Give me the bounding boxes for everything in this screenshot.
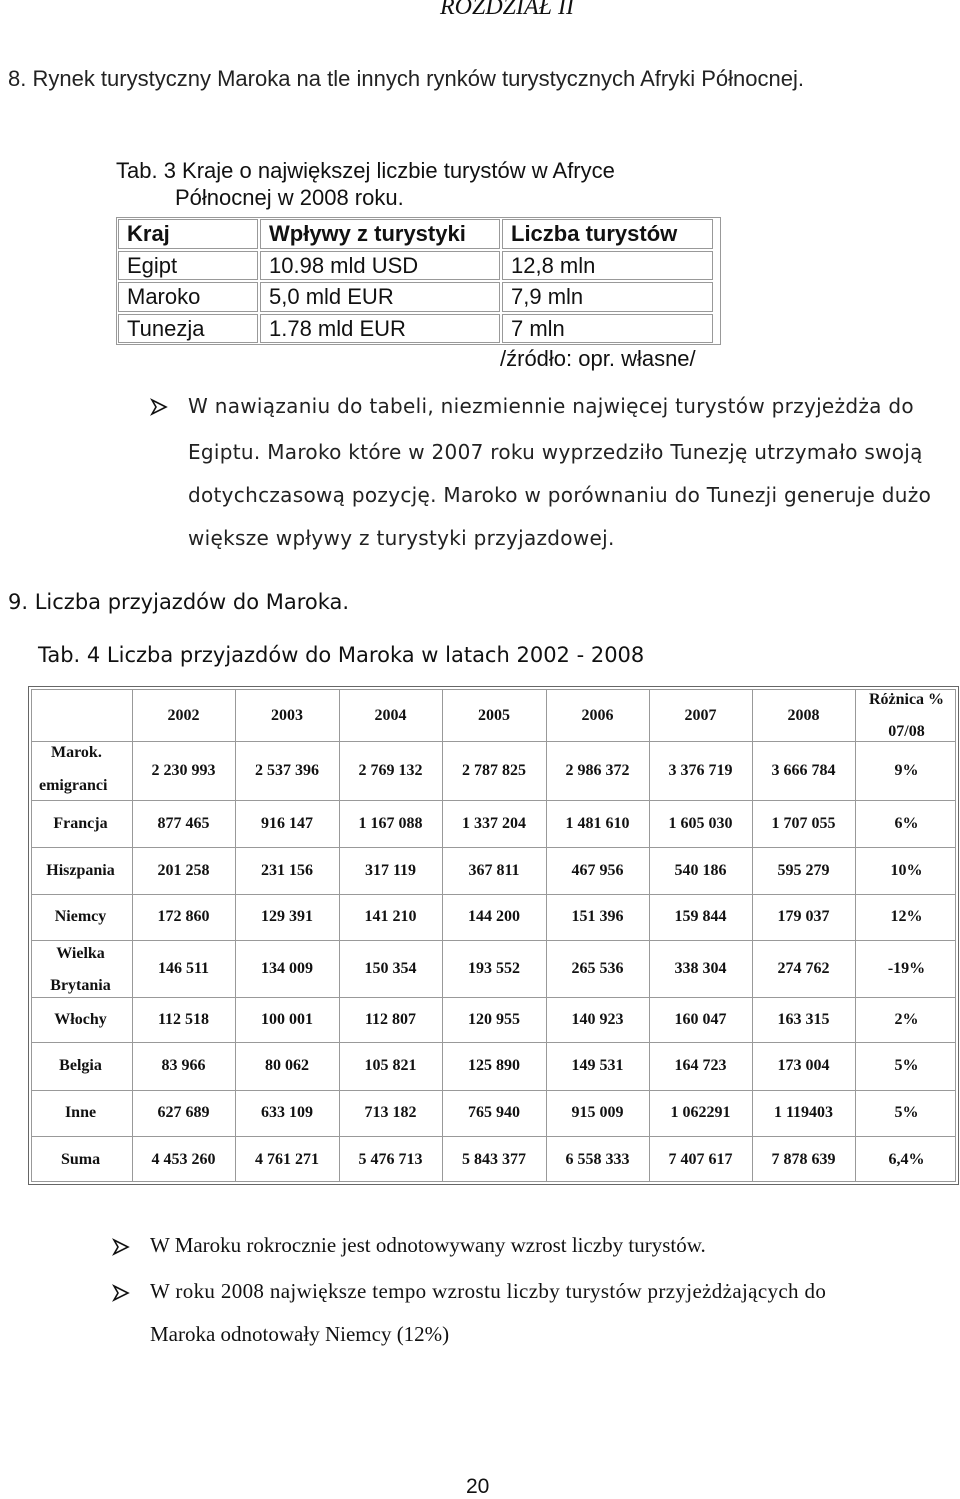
table3-header-cell: Kraj	[118, 219, 258, 249]
table4-cell: 160 047	[674, 1010, 727, 1028]
table4-row-rule	[31, 1090, 956, 1091]
table4-row-label: Hiszpania	[46, 861, 115, 879]
table4-cell: 134 009	[261, 959, 313, 977]
chapter-heading: ROZDZIAŁ II	[440, 0, 575, 20]
table4-row-label: Inne	[64, 1104, 97, 1121]
table4-cell: 193 552	[468, 959, 520, 977]
table4-cell: 595 279	[777, 861, 830, 879]
table4-cell: 2 230 993	[151, 761, 216, 779]
table4-year-header: 2004	[374, 707, 407, 724]
table4-cell: 164 723	[674, 1057, 727, 1074]
table3-header-row	[117, 218, 720, 250]
table4-cell: 5 843 377	[462, 1151, 526, 1168]
table4-cell: 201 258	[157, 861, 210, 879]
table4-cell: 172 860	[157, 908, 210, 925]
table4-cell: 1 119403	[773, 1104, 834, 1121]
table4-cell: 916 147	[261, 814, 313, 832]
table4-column-rule	[649, 689, 650, 1182]
table4-cell: 765 940	[468, 1104, 520, 1121]
paragraph-line: Egiptu. Maroko które w 2007 roku wyprzedziło Tunezję utrzymało swoją	[188, 440, 923, 464]
table4-year-header: 2005	[478, 707, 510, 724]
table4-cell: 80 062	[265, 1057, 309, 1074]
bullet-text: W roku 2008 największe tempo wzrostu liczby turystów przyjeżdżających do	[150, 1279, 827, 1303]
table4-cell: 4 453 260	[151, 1151, 216, 1168]
table4-cell: 467 956	[571, 861, 624, 879]
bullet-text-cont: Maroka odnotowały Niemcy (12%)	[150, 1322, 450, 1346]
table4-cell: 141 210	[364, 908, 417, 925]
table4-cell: 173 004	[777, 1057, 830, 1074]
table4-row-rule	[31, 940, 956, 941]
table4-cell: 3 376 719	[668, 761, 733, 779]
table4-cell: 112 518	[157, 1010, 210, 1028]
table4-cell: 129 391	[261, 908, 313, 925]
table4-year-header: 2007	[684, 707, 717, 724]
table4-cell: 2 537 396	[255, 761, 319, 779]
table4-cell: 265 536	[571, 959, 624, 977]
paragraph-line: większe wpływy z turystyki przyjazdowej.	[188, 526, 615, 550]
table4-row-label: emigranci	[39, 777, 108, 794]
table4-cell: 6 558 333	[565, 1151, 630, 1168]
table3-header-cell: Liczba turystów	[502, 219, 713, 249]
table4-cell: 1 167 088	[358, 814, 423, 832]
table4-cell: 159 844	[674, 908, 727, 925]
section-8-title: 8. Rynek turystyczny Maroka na tle innych rynków turystycznych Afryki Północnej.	[8, 66, 804, 91]
table4-row-rule	[31, 894, 956, 895]
table4-cell: 105 821	[364, 1057, 417, 1074]
table4-cell: 338 304	[674, 959, 727, 977]
table-row	[117, 281, 720, 313]
table3-cell: Maroko	[118, 282, 258, 312]
table4-cell: 1 605 030	[668, 814, 733, 832]
arrow-bullet-icon	[112, 1284, 130, 1302]
table4-cell: 274 762	[777, 959, 830, 977]
table4-row-label: Włochy	[54, 1010, 107, 1028]
table4-row-label: Suma	[60, 1151, 101, 1168]
table4-column-rule	[546, 689, 547, 1182]
table3-cell: Tunezja	[118, 314, 258, 344]
table4-cell: 3 666 784	[771, 761, 836, 779]
table3-caption: Tab. 3 Kraje o największej liczbie turystów w Afryce	[116, 158, 615, 183]
table-row	[117, 313, 720, 345]
table4-cell: 1 062291	[670, 1104, 731, 1121]
table3-source: /źródło: opr. własne/	[500, 346, 696, 371]
table4-row-rule	[31, 1136, 956, 1137]
arrow-bullet-icon	[150, 398, 168, 416]
table4-diff-cell: 9%	[894, 761, 919, 779]
table4-cell: 179 037	[777, 908, 830, 925]
table4-diff-header: 07/08	[888, 723, 925, 740]
page-number: 20	[466, 1475, 490, 1498]
table4-cell: 120 955	[468, 1010, 520, 1028]
table4-column-rule	[442, 689, 443, 1182]
table4-cell: 100 001	[261, 1010, 313, 1028]
table4-year-header: 2008	[787, 707, 820, 724]
table4-cell: 231 156	[261, 861, 313, 879]
table4-row-label: Niemcy	[54, 908, 107, 925]
table4-diff-cell: 2%	[894, 1010, 919, 1028]
table4-cell: 915 009	[571, 1104, 624, 1121]
table4-cell: 1 707 055	[771, 814, 836, 832]
section-9-title: 9. Liczba przyjazdów do Maroka.	[8, 590, 350, 614]
table4-cell: 125 890	[468, 1057, 520, 1074]
table4-cell: 367 811	[468, 861, 520, 879]
table4-cell: 2 986 372	[565, 761, 630, 779]
table4-column-rule	[339, 689, 340, 1182]
table4-cell: 4 761 271	[255, 1151, 319, 1168]
table3-cell: Egipt	[118, 251, 258, 281]
table4-cell: 83 966	[161, 1057, 206, 1074]
table4-cell: 1 337 204	[462, 814, 526, 832]
table4-cell: 163 315	[777, 1010, 830, 1028]
table4-column-rule	[132, 689, 133, 1182]
table4-row-label: Francja	[53, 814, 108, 832]
table4-cell: 7 878 639	[771, 1151, 836, 1168]
table4-year-header: 2003	[271, 707, 303, 724]
table4-row-label: Brytania	[50, 976, 111, 994]
table4-cell: 317 119	[364, 861, 417, 879]
paragraph-line: dotychczasową pozycję. Maroko w porównaniu do Tunezji generuje dużo	[188, 483, 932, 507]
table4-diff-cell: 12%	[890, 908, 923, 925]
table4-row-rule	[31, 741, 956, 742]
table4-column-rule	[752, 689, 753, 1182]
table4-diff-cell: 5%	[894, 1057, 919, 1074]
table4-row-rule	[31, 800, 956, 801]
table4-row-label: Marok.	[51, 744, 102, 761]
table4-diff-cell: 5%	[894, 1104, 919, 1121]
table4-cell: 144 200	[468, 908, 520, 925]
table3-cell: 7 mln	[502, 314, 713, 344]
table4-row-rule	[31, 997, 956, 998]
table4-cell: 151 396	[571, 908, 624, 925]
table4-cell: 1 481 610	[565, 814, 630, 832]
table3-cell: 5,0 mld EUR	[260, 282, 500, 312]
table4-diff-cell: 6,4%	[888, 1151, 925, 1168]
table4-caption: Tab. 4 Liczba przyjazdów do Maroka w latach 2002 - 2008	[38, 643, 645, 667]
table4-column-rule	[235, 689, 236, 1182]
table4-cell: 2 787 825	[462, 761, 526, 779]
table4-cell: 149 531	[571, 1057, 624, 1074]
table3-cell: 12,8 mln	[502, 251, 713, 281]
paragraph-line: W nawiązaniu do tabeli, niezmiennie najwięcej turystów przyjeżdża do	[188, 394, 914, 418]
table4-row-label: Belgia	[59, 1057, 102, 1074]
table4-cell: 540 186	[674, 861, 727, 879]
table4-cell: 112 807	[364, 1010, 417, 1028]
table4-year-header: 2006	[581, 707, 614, 724]
table4-row-rule	[31, 1042, 956, 1043]
table4-year-header: 2002	[167, 707, 200, 724]
table3-cell: 10.98 mld USD	[260, 251, 500, 281]
table4-cell: 5 476 713	[358, 1151, 423, 1168]
table4-cell: 877 465	[157, 814, 210, 832]
table4-cell: 713 182	[364, 1104, 417, 1121]
table3-cell: 1.78 mld EUR	[260, 314, 500, 344]
table4-cell: 7 407 617	[668, 1151, 733, 1168]
table4-column-rule	[855, 689, 856, 1182]
table3-caption-cont: Północnej w 2008 roku.	[175, 185, 404, 210]
table4-cell: 2 769 132	[358, 761, 423, 779]
table4	[28, 686, 959, 1185]
table3-header-cell: Wpływy z turystyki	[260, 219, 500, 249]
table4-diff-cell: -19%	[887, 959, 926, 977]
table4-cell: 150 354	[364, 959, 417, 977]
table4-diff-header: Różnica %	[868, 691, 945, 708]
table4-cell: 140 923	[571, 1010, 624, 1028]
table-row	[117, 250, 720, 282]
table4-diff-cell: 6%	[894, 814, 919, 832]
bullet-text: W Maroku rokrocznie jest odnotowywany wzrost liczby turystów.	[150, 1233, 706, 1257]
table3	[116, 217, 721, 345]
table4-cell: 146 511	[157, 959, 210, 977]
table4-cell: 627 689	[157, 1104, 210, 1121]
table4-diff-cell: 10%	[890, 861, 923, 879]
table4-cell: 633 109	[261, 1104, 313, 1121]
arrow-bullet-icon	[112, 1238, 130, 1256]
table3-cell: 7,9 mln	[502, 282, 713, 312]
table4-row-rule	[31, 847, 956, 848]
table4-row-label: Wielka	[56, 944, 105, 962]
